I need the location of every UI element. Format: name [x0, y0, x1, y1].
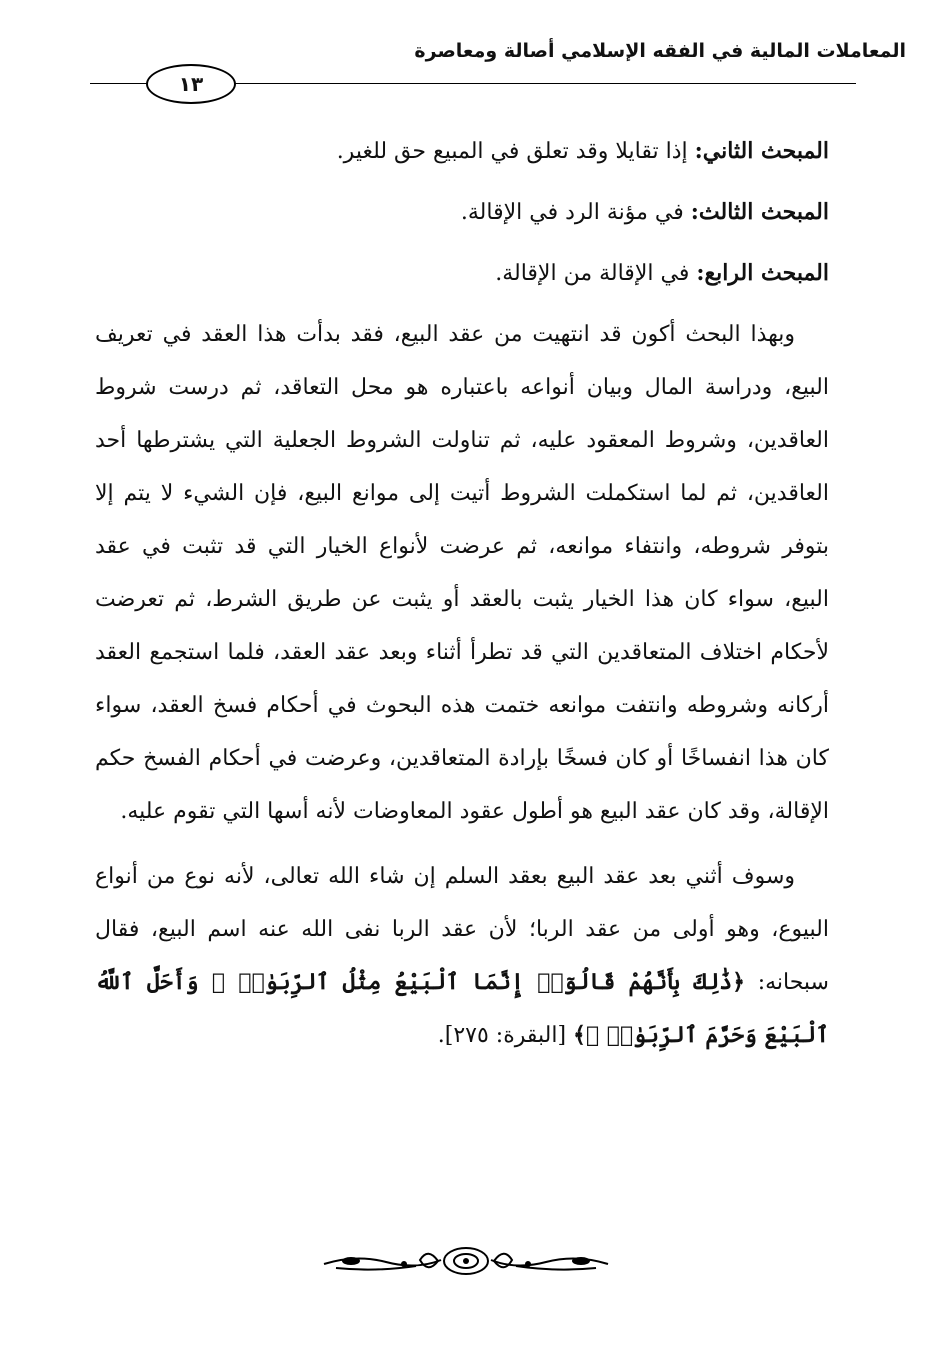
- quran-verse: ﴿ذَٰلِكَ بِأَنَّهُمْ قَالُوٓا۟ إِنَّمَا ٱلْبَيْعُ مِثْلُ ٱلرِّبَوٰا۟ ۗ وَأَحَلَّ ٱللَّهُ ٱلْبَيْعَ وَحَرَّمَ ٱلرِّبَوٰا۟ ۚ﴾: [95, 969, 829, 1048]
- decorative-ornament-divider: [316, 1242, 616, 1280]
- section-heading: [95, 247, 829, 300]
- section-label: المبحث الثاني:: [694, 138, 829, 164]
- section-text: في الإقالة من الإقالة.: [495, 261, 690, 286]
- verse-reference: [البقرة: ٢٧٥].: [437, 1023, 567, 1048]
- section-text: إذا تقايلا وقد تعلق في المبيع حق للغير.: [336, 139, 688, 164]
- section-heading: [95, 186, 829, 239]
- page-number-badge: ١٣: [146, 64, 236, 104]
- section-heading: [95, 125, 829, 178]
- transition-paragraph: [95, 850, 829, 1062]
- section-label: المبحث الرابع:: [696, 260, 829, 286]
- section-label: المبحث الثالث:: [690, 199, 829, 225]
- summary-paragraph: وبهذا البحث أكون قد انتهيت من عقد البيع، فقد بدأت هذا العقد في تعريف البيع، ودراسة المال وبيان أنواعه باعتباره هو محل التعاقد، ثم درست شروط العاقدين، وشروط المعقود عليه، ثم تناولت الشروط الجعلية التي يشترطها أحد العاقدين، ثم لما استكملت الشروط أتيت إلى موانع البيع، فإن الشيء لا يتم إلا بتوفر شروطه، وانتفاء موانعه، ثم عرضت لأنواع الخيار التي قد تثبت في عقد البيع، سواء كان هذا الخيار يثبت بالعقد أو يثبت عن طريق الشرط، ثم تعرضت لأحكام اختلاف المتعاقدين التي قد تطرأ أثناء وبعد عقد العقد، فلما استجمع العقد أركانه وشروطه وانتفت موانعه ختمت هذه البحوث في أحكام فسخ العقد، سواء كان هذا انفساخًا أو كان فسخًا بإرادة المتعاقدين، وعرضت في أحكام الفسخ حكم الإقالة، وقد كان عقد البيع هو أطول عقود المعاوضات لأنه أسها التي تقوم عليه.: [95, 322, 829, 824]
- paragraph-text: وسوف أثني بعد عقد البيع بعقد السلم إن شاء الله تعالى، لأنه نوع من أنواع البيوع، وهو أولى من عقد الربا؛ لأن عقد الربا نفى الله عنه اسم البيع، فقال سبحانه:: [95, 864, 829, 995]
- running-header-title: المعاملات المالية في الفقه الإسلامي أصالة ومعاصرة: [414, 40, 906, 62]
- section-text: في مؤنة الرد في الإقالة.: [460, 200, 684, 225]
- page-body: [95, 125, 829, 1062]
